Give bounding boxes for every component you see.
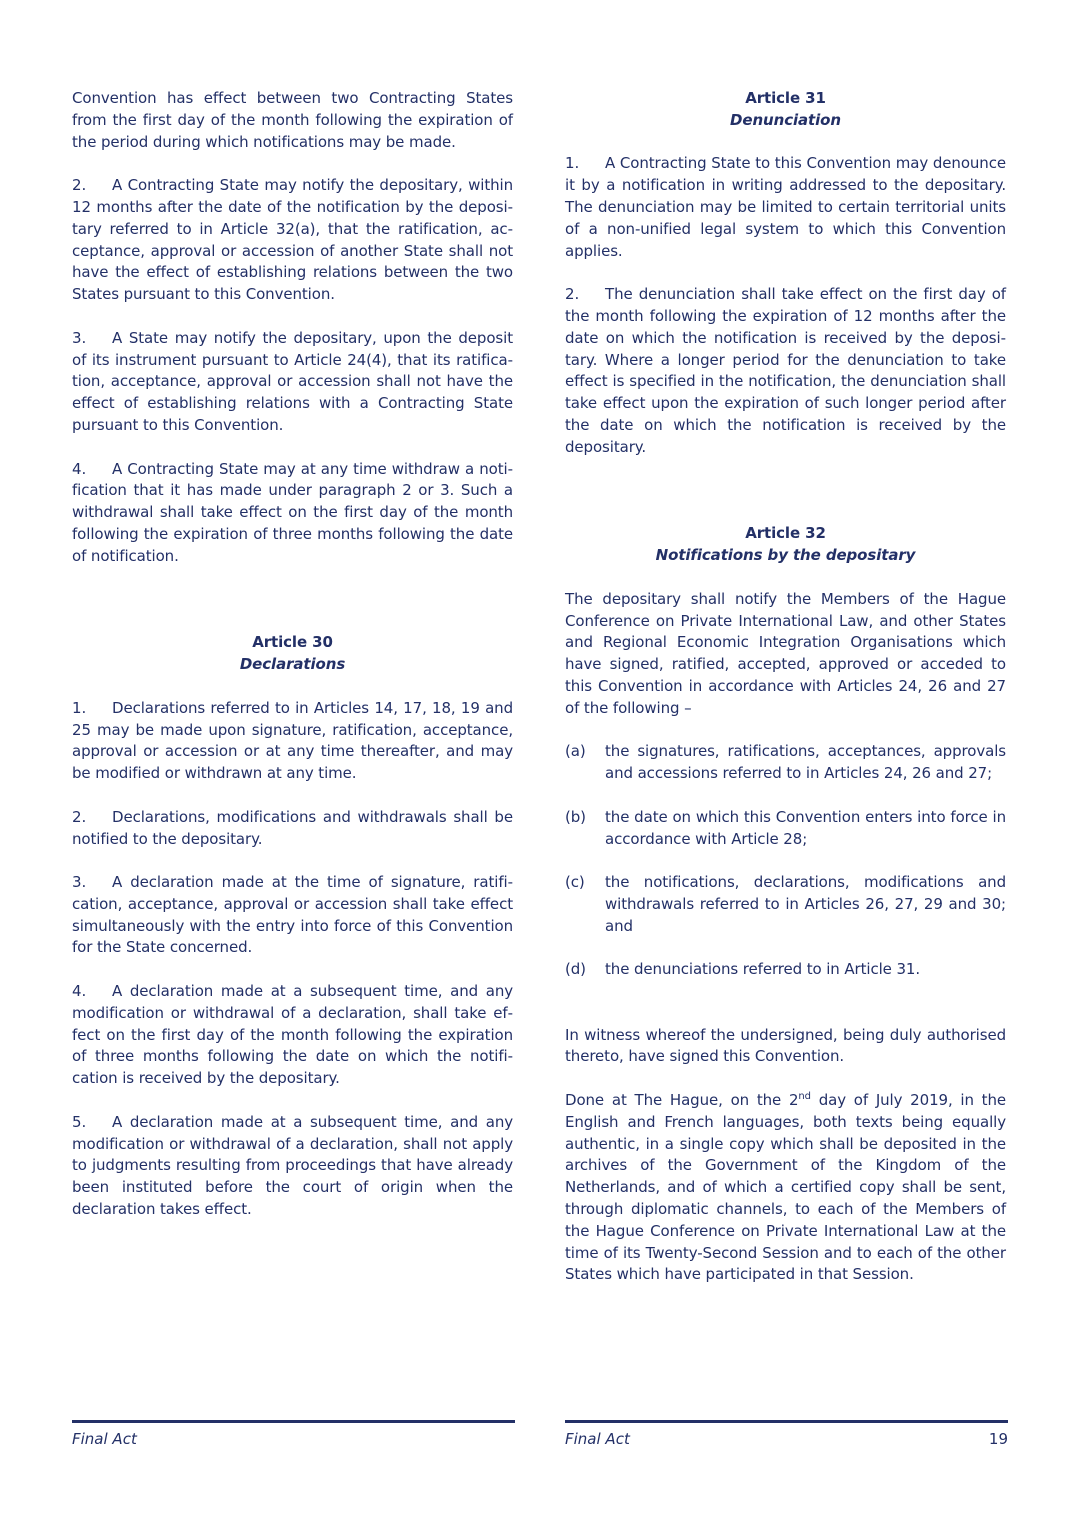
paragraph-text: Declarations, modifications and withdrawals shall be notified to the depositary. <box>72 807 513 848</box>
paragraph-number: 3. <box>72 328 87 347</box>
right-column <box>565 88 1006 1308</box>
paragraph-text: A State may notify the depositary, upon the deposit of its instrument pursuant to Article 24(4), that its ratification, acceptance, approval or accession shall not have the effect of establishing relations with a Contracting State pursuant to this Convention. <box>72 328 513 434</box>
list-item <box>565 872 1006 937</box>
paragraph-text: The denunciation shall take effect on the first day of the month following the expiration of 12 months after the date on which the notification is received by the depositary. Where a longer period for the denunciation to take effect is specified in the notification, the denunciation shall take effect upon the expiration of such longer period after the date on which the notification is received by the depositary. <box>565 285 1006 456</box>
list-item-text: the date on which this Convention enters into force in accordance with Article 28; <box>605 807 1006 848</box>
list-item <box>565 741 1006 785</box>
list-item-label: (d) <box>565 960 586 979</box>
list-item-label: (c) <box>565 873 585 892</box>
paragraph-text: A declaration made at a subsequent time, and any modification or withdrawal of a declaration, shall not apply to judgments resulting from proceedings that have already been instituted before the court of origin when the declaration takes effect. <box>72 1112 513 1219</box>
art30-paragraph-4 <box>72 981 513 1090</box>
paragraph-number: 1. <box>565 154 580 173</box>
paragraph-number: 4. <box>72 982 87 1001</box>
paragraph-number: 3. <box>72 873 87 892</box>
paragraph-text: A Contracting State may at any time withdraw a notification that it has made under paragraph 2 or 3. Such a withdrawal shall take effect on the first day of the month following the expiration of three months following the date of notification. <box>72 459 513 565</box>
list-item <box>565 807 1006 851</box>
paragraph-text: A Contracting State may notify the depositary, within 12 months after the date of the notification by the depositary referred to in Article 32(a), that the ratification, acceptance, approval or accession of another State shall not have the effect of establishing relations between the two States pursuant to this Convention. <box>72 176 513 304</box>
paragraph-3 <box>72 328 513 437</box>
footer-divider-left <box>72 1420 515 1423</box>
article-30-heading <box>72 632 513 676</box>
art30-paragraph-2 <box>72 807 513 851</box>
paragraph-number: 5. <box>72 1112 87 1131</box>
paragraph-number: 2. <box>72 176 87 195</box>
list-item-text: the signatures, ratifications, acceptances, approvals and accessions referred to in Articles 24, 26 and 27; <box>605 742 1006 783</box>
art30-paragraph-5 <box>72 1112 513 1221</box>
done-text-end: day of July 2019, in the English and French languages, both texts being equally authentic, in a single copy which shall be deposited in the archives of the Government of the Kingdom of the Netherlands, and of which a certified copy shall be sent, through diplomatic channels, to each of the Members of the Hague Conference on Private International Law at the time of its Twenty-Second Session and to each of the other States which have participated in that Session. <box>565 1091 1006 1284</box>
footer-label-right: Final Act <box>565 1430 630 1448</box>
ordinal-suffix: nd <box>798 1091 811 1103</box>
paragraph-text: A declaration made at the time of signature, ratification, acceptance, approval or accession shall take effect simultaneously with the entry into force of this Convention for the State concerned. <box>72 873 513 957</box>
paragraph-number: 2. <box>72 807 87 826</box>
page-number: 19 <box>988 1430 1008 1448</box>
witness-clause: In witness whereof the undersigned, being duly authorised thereto, have signed this Convention. <box>565 1025 1006 1066</box>
footer-label-left: Final Act <box>72 1430 137 1448</box>
paragraph-number: 2. <box>565 285 580 304</box>
list-item <box>565 959 1006 981</box>
art30-paragraph-3 <box>72 872 513 959</box>
article-subtitle: Notifications by the depositary <box>655 546 916 565</box>
paragraph-2 <box>72 175 513 306</box>
paragraph-text: Declarations referred to in Articles 14, 17, 18, 19 and 25 may be made upon signature, ratification, acceptance, approval or accession or at any time thereafter, and may be modified or withdrawn at any time. <box>72 698 513 783</box>
article-subtitle: Denunciation <box>730 110 841 129</box>
article-title: Article 32 <box>745 524 826 543</box>
section-spacer <box>72 589 513 632</box>
article-31-heading <box>565 88 1006 132</box>
article-32-heading <box>565 523 1006 567</box>
list-item-text: the notifications, declarations, modifications and withdrawals referred to in Articles 26, 27, 29 and 30; and <box>605 873 1006 935</box>
section-spacer <box>565 480 1006 523</box>
art31-paragraph-1 <box>565 153 1006 262</box>
article-subtitle: Declarations <box>239 655 346 674</box>
art30-paragraph-1 <box>72 698 513 785</box>
list-item-label: (a) <box>565 742 586 761</box>
article-title: Article 31 <box>745 89 826 107</box>
footer-divider-right <box>565 1420 1008 1423</box>
paragraph-text: A declaration made at a subsequent time, and any modification or withdrawal of a declaration, shall take effect on the first day of the month following the expiration of three months following the date on which the notification is received by the depositary. <box>72 982 513 1088</box>
article-title: Article 30 <box>252 633 333 652</box>
paragraph-number: 1. <box>72 698 87 717</box>
art32-intro: The depositary shall notify the Members of the Hague Conference on Private International Law, and other States and Regional Economic Integration Organisations which have signed, ratified, accepted, approved or acceded to this Convention in accordance with Articles 24, 26 and 27 of the following – <box>565 589 1006 717</box>
section-spacer <box>565 1003 1006 1025</box>
intro-paragraph: Convention has effect between two Contracting States from the first day of the month following the expiration of the period during which notifications may be made. <box>72 89 513 151</box>
done-text-start: Done at The Hague, on the 2 <box>565 1091 799 1110</box>
list-item-text: the denunciations referred to in Article 31. <box>605 960 921 979</box>
done-at-clause <box>565 1090 1006 1286</box>
left-column <box>72 88 513 1243</box>
paragraph-text: A Contracting State to this Convention may denounce it by a notification in writing addressed to the depositary. The denunciation may be limited to certain territorial units of a non-unified legal system to which this Convention applies. <box>565 154 1006 260</box>
list-item-label: (b) <box>565 807 586 826</box>
art31-paragraph-2 <box>565 284 1006 458</box>
paragraph-4 <box>72 459 513 568</box>
paragraph-number: 4. <box>72 459 87 478</box>
